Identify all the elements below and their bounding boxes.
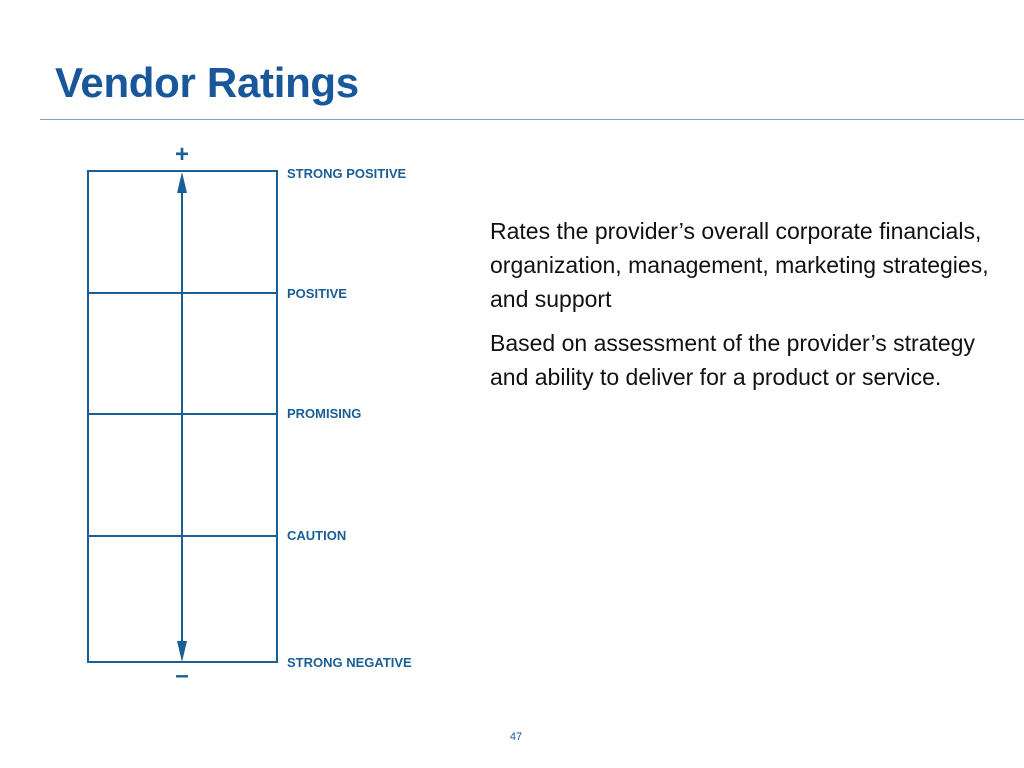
rating-label-caution: CAUTION — [287, 528, 347, 543]
rating-label-positive: POSITIVE — [287, 286, 347, 301]
down-arrowhead-icon — [177, 641, 187, 662]
rating-label-promising: PROMISING — [287, 406, 362, 421]
page-number: 47 — [509, 731, 523, 743]
rating-label-strong-positive: STRONG POSITIVE — [287, 166, 407, 181]
rating-label-strong-negative: STRONG NEGATIVE — [287, 655, 412, 670]
description-paragraph: Rates the provider’s overall corporate financials, organization, management, marketing strategies, and support — [490, 218, 989, 312]
up-arrowhead-icon — [177, 172, 187, 193]
minus-icon: – — [175, 662, 189, 689]
plus-icon: + — [174, 141, 190, 168]
description-text — [490, 214, 990, 404]
slide-title: Vendor Ratings — [55, 59, 359, 106]
description-paragraph: Based on assessment of the provider’s strategy and ability to deliver for a product or service. — [490, 330, 975, 390]
